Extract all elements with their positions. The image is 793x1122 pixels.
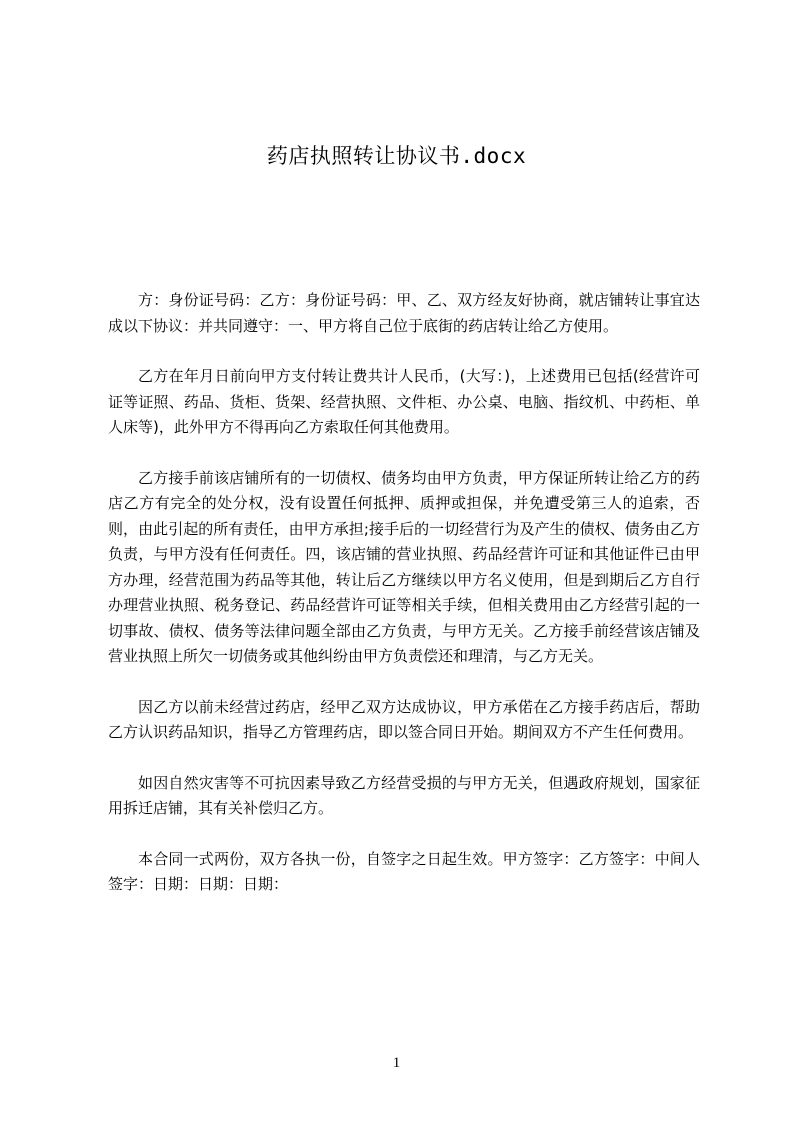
paragraph-signatures: 本合同一式两份，双方各执一份，自签字之日起生效。甲方签字：乙方签字：中间人签字：日期：日期：日期：	[108, 849, 700, 893]
paragraph-payment: 乙方在年月日前向甲方支付转让费共计人民币，(大写：)，上述费用已包括(经营许可证等证照、药品、货柜、货架、经营执照、文件柜、办公桌、电脑、指纹机、中药柜、单人床等)，此外甲方不得再向乙方索取任何其他费用。	[108, 367, 700, 436]
paragraph-liabilities: 乙方接手前该店铺所有的一切债权、债务均由甲方负责，甲方保证所转让给乙方的药店乙方有完全的处分权，没有设置任何抵押、质押或担保，并免遭受第三人的追索，否则，由此引起的所有责任，由甲方承担;接手后的一切经营行为及产生的债权、债务由乙方负责，与甲方没有任何责任。四，该店铺的营业执照、药品经营许可证和其他证件已由甲方办理，经营范围为药品等其他，转让后乙方继续以甲方名义使用，但是到期后乙方自行办理营业执照、税务登记、药品经营许可证等相关手续，但相关费用由乙方经营引起的一切事故、债权、债务等法律问题全部由乙方负责，与甲方无关。乙方接手前经营该店铺及营业执照上所欠一切债务或其他纠纷由甲方负责偿还和理清，与乙方无关。	[108, 468, 700, 665]
paragraph-assistance: 因乙方以前未经营过药店，经甲乙双方达成协议，甲方承偌在乙方接手药店后，帮助乙方认识药品知识，指导乙方管理药店，即以签合同日开始。期间双方不产生任何费用。	[108, 697, 700, 741]
document-title: 药店执照转让协议书.docx	[266, 144, 527, 168]
page-number: 1	[392, 1055, 401, 1071]
paragraph-force-majeure: 如因自然灾害等不可抗因素导致乙方经营受损的与甲方无关，但遇政府规划，国家征用拆迁店铺，其有关补偿归乙方。	[108, 773, 700, 817]
document-body	[108, 288, 700, 923]
paragraph-intro: 方：身份证号码：乙方：身份证号码：甲、乙、双方经友好协商，就店铺转让事宜达成以下协议：并共同遵守：一、甲方将自己位于底街的药店转让给乙方使用。	[108, 291, 700, 335]
